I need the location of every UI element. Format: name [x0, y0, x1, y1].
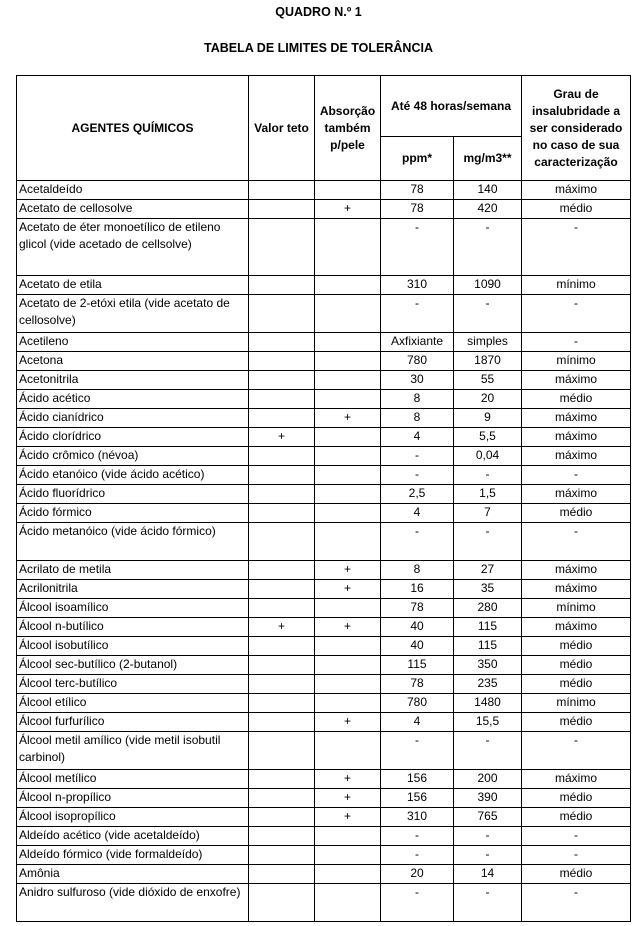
table-row [17, 732, 631, 770]
cell-valor-teto [249, 713, 315, 732]
table-row [17, 618, 631, 637]
cell-valor-teto [249, 656, 315, 675]
cell-agent: Acetonitrila [17, 371, 249, 390]
header-ppm: ppm* [381, 137, 454, 181]
cell-grau: médio [522, 808, 631, 827]
cell-valor-teto [249, 200, 315, 219]
cell-agent: Álcool n-butílico [17, 618, 249, 637]
cell-absorcao [315, 447, 381, 466]
cell-absorcao: + [315, 580, 381, 599]
cell-valor-teto [249, 789, 315, 808]
cell-ppm: 2,5 [381, 485, 454, 504]
table-row [17, 865, 631, 884]
cell-agent: Álcool n-propílico [17, 789, 249, 808]
cell-grau: médio [522, 504, 631, 523]
cell-absorcao [315, 181, 381, 200]
cell-absorcao: + [315, 409, 381, 428]
cell-ppm: - [381, 827, 454, 846]
cell-agent: Álcool sec-butílico (2-butanol) [17, 656, 249, 675]
cell-ppm: 310 [381, 808, 454, 827]
cell-agent: Ácido metanóico (vide ácido fórmico) [17, 523, 249, 561]
cell-valor-teto [249, 352, 315, 371]
cell-ppm: Axfixiante [381, 333, 454, 352]
cell-mgm3: 55 [454, 371, 522, 390]
table-body [17, 181, 631, 922]
cell-valor-teto [249, 276, 315, 295]
cell-ppm: 310 [381, 276, 454, 295]
cell-grau: médio [522, 713, 631, 732]
table-row [17, 656, 631, 675]
cell-ppm: 8 [381, 390, 454, 409]
cell-mgm3: 115 [454, 618, 522, 637]
cell-mgm3: 1480 [454, 694, 522, 713]
cell-ppm: 156 [381, 789, 454, 808]
cell-absorcao [315, 219, 381, 276]
cell-absorcao: + [315, 561, 381, 580]
header-ate-48: Até 48 horas/semana [381, 76, 522, 137]
cell-mgm3: 140 [454, 181, 522, 200]
cell-agent: Álcool furfurílico [17, 713, 249, 732]
cell-valor-teto [249, 770, 315, 789]
table-row [17, 276, 631, 295]
cell-ppm: 78 [381, 181, 454, 200]
cell-mgm3: simples [454, 333, 522, 352]
cell-grau: - [522, 333, 631, 352]
cell-ppm: - [381, 295, 454, 333]
cell-grau: - [522, 732, 631, 770]
table-row [17, 789, 631, 808]
cell-absorcao [315, 694, 381, 713]
cell-valor-teto [249, 371, 315, 390]
cell-absorcao [315, 675, 381, 694]
header-absorcao: Absorção também p/pele [315, 76, 381, 181]
header-grau: Grau de insalubridade a ser considerado no caso de sua caracterização [522, 76, 631, 181]
table-row [17, 504, 631, 523]
cell-grau: máximo [522, 618, 631, 637]
cell-grau: médio [522, 865, 631, 884]
cell-agent: Álcool terc-butílico [17, 675, 249, 694]
table-row [17, 333, 631, 352]
cell-agent: Acrilonitrila [17, 580, 249, 599]
table-row [17, 713, 631, 732]
cell-grau: máximo [522, 770, 631, 789]
cell-mgm3: 1090 [454, 276, 522, 295]
cell-absorcao [315, 884, 381, 922]
cell-valor-teto [249, 333, 315, 352]
table-row [17, 770, 631, 789]
cell-agent: Ácido fórmico [17, 504, 249, 523]
cell-grau: - [522, 884, 631, 922]
cell-mgm3: 350 [454, 656, 522, 675]
cell-ppm: 115 [381, 656, 454, 675]
cell-absorcao: + [315, 200, 381, 219]
cell-ppm: 780 [381, 352, 454, 371]
table-row [17, 219, 631, 276]
cell-agent: Ácido cianídrico [17, 409, 249, 428]
cell-agent: Aldeído acético (vide acetaldeído) [17, 827, 249, 846]
cell-mgm3: 280 [454, 599, 522, 618]
cell-agent: Acetato de etila [17, 276, 249, 295]
cell-ppm: - [381, 523, 454, 561]
cell-ppm: 780 [381, 694, 454, 713]
cell-ppm: 4 [381, 713, 454, 732]
cell-grau: mínimo [522, 599, 631, 618]
table-row [17, 295, 631, 333]
cell-ppm: - [381, 219, 454, 276]
cell-ppm: 78 [381, 200, 454, 219]
cell-ppm: 4 [381, 428, 454, 447]
table-row [17, 200, 631, 219]
cell-mgm3: 20 [454, 390, 522, 409]
cell-absorcao [315, 599, 381, 618]
cell-mgm3: - [454, 827, 522, 846]
cell-agent: Ácido acético [17, 390, 249, 409]
cell-agent: Anidro sulfuroso (vide dióxido de enxofre) [17, 884, 249, 922]
cell-absorcao [315, 523, 381, 561]
cell-mgm3: 27 [454, 561, 522, 580]
cell-agent: Álcool isopropílico [17, 808, 249, 827]
cell-valor-teto [249, 295, 315, 333]
table-row [17, 390, 631, 409]
cell-absorcao [315, 390, 381, 409]
cell-agent: Álcool isoamílico [17, 599, 249, 618]
cell-absorcao [315, 865, 381, 884]
cell-ppm: 156 [381, 770, 454, 789]
cell-grau: - [522, 523, 631, 561]
cell-mgm3: 0,04 [454, 447, 522, 466]
table-row [17, 561, 631, 580]
cell-valor-teto [249, 808, 315, 827]
cell-agent: Ácido clorídrico [17, 428, 249, 447]
header-valor-teto: Valor teto [249, 76, 315, 181]
cell-valor-teto [249, 390, 315, 409]
table-row [17, 485, 631, 504]
cell-absorcao [315, 637, 381, 656]
cell-mgm3: - [454, 523, 522, 561]
cell-ppm: 78 [381, 599, 454, 618]
cell-absorcao [315, 732, 381, 770]
cell-absorcao [315, 656, 381, 675]
cell-mgm3: - [454, 732, 522, 770]
table-row [17, 447, 631, 466]
cell-valor-teto [249, 884, 315, 922]
cell-mgm3: - [454, 295, 522, 333]
cell-agent: Álcool metílico [17, 770, 249, 789]
table-row [17, 466, 631, 485]
cell-valor-teto [249, 675, 315, 694]
cell-mgm3: 5,5 [454, 428, 522, 447]
cell-agent: Acetileno [17, 333, 249, 352]
cell-agent: Acrilato de metila [17, 561, 249, 580]
cell-grau: - [522, 219, 631, 276]
cell-grau: máximo [522, 447, 631, 466]
table-row [17, 409, 631, 428]
cell-valor-teto [249, 466, 315, 485]
cell-agent: Acetaldeído [17, 181, 249, 200]
cell-grau: médio [522, 656, 631, 675]
cell-grau: mínimo [522, 694, 631, 713]
cell-agent: Álcool metil amílico (vide metil isobutil carbinol) [17, 732, 249, 770]
page-title: QUADRO N.º 1 [275, 5, 362, 19]
cell-grau: máximo [522, 561, 631, 580]
cell-absorcao [315, 428, 381, 447]
cell-mgm3: - [454, 884, 522, 922]
cell-mgm3: 7 [454, 504, 522, 523]
cell-valor-teto [249, 523, 315, 561]
cell-grau: médio [522, 789, 631, 808]
header-mgm3: mg/m3** [454, 137, 522, 181]
cell-agent: Álcool isobutílico [17, 637, 249, 656]
cell-absorcao [315, 485, 381, 504]
cell-mgm3: 15,5 [454, 713, 522, 732]
cell-mgm3: 420 [454, 200, 522, 219]
table-row [17, 808, 631, 827]
cell-ppm: - [381, 884, 454, 922]
table-row [17, 694, 631, 713]
cell-ppm: - [381, 447, 454, 466]
cell-grau: médio [522, 200, 631, 219]
cell-ppm: 8 [381, 561, 454, 580]
cell-valor-teto [249, 865, 315, 884]
cell-mgm3: 390 [454, 789, 522, 808]
cell-mgm3: 235 [454, 675, 522, 694]
cell-ppm: 4 [381, 504, 454, 523]
table-row [17, 580, 631, 599]
cell-mgm3: 14 [454, 865, 522, 884]
cell-absorcao: + [315, 713, 381, 732]
cell-grau: médio [522, 390, 631, 409]
cell-mgm3: - [454, 466, 522, 485]
cell-grau: mínimo [522, 352, 631, 371]
cell-ppm: 16 [381, 580, 454, 599]
cell-valor-teto [249, 561, 315, 580]
cell-valor-teto [249, 181, 315, 200]
cell-valor-teto [249, 409, 315, 428]
cell-ppm: 78 [381, 675, 454, 694]
cell-ppm: 40 [381, 637, 454, 656]
cell-valor-teto [249, 846, 315, 865]
cell-ppm: 40 [381, 618, 454, 637]
cell-grau: máximo [522, 485, 631, 504]
cell-agent: Ácido crômico (névoa) [17, 447, 249, 466]
cell-absorcao: + [315, 618, 381, 637]
cell-agent: Acetona [17, 352, 249, 371]
cell-absorcao [315, 846, 381, 865]
cell-absorcao [315, 352, 381, 371]
cell-absorcao [315, 371, 381, 390]
cell-valor-teto [249, 485, 315, 504]
table-row [17, 352, 631, 371]
cell-valor-teto [249, 219, 315, 276]
cell-ppm: 30 [381, 371, 454, 390]
cell-ppm: - [381, 732, 454, 770]
cell-agent: Ácido fluorídrico [17, 485, 249, 504]
cell-absorcao [315, 504, 381, 523]
cell-valor-teto [249, 637, 315, 656]
cell-absorcao [315, 827, 381, 846]
cell-mgm3: - [454, 219, 522, 276]
cell-grau: máximo [522, 409, 631, 428]
cell-valor-teto [249, 599, 315, 618]
table-row [17, 428, 631, 447]
cell-grau: - [522, 827, 631, 846]
cell-grau: máximo [522, 580, 631, 599]
cell-agent: Álcool etílico [17, 694, 249, 713]
cell-absorcao [315, 333, 381, 352]
cell-absorcao [315, 295, 381, 333]
cell-mgm3: 200 [454, 770, 522, 789]
cell-grau: - [522, 846, 631, 865]
table-row [17, 884, 631, 922]
cell-valor-teto [249, 732, 315, 770]
cell-ppm: 20 [381, 865, 454, 884]
table-row [17, 846, 631, 865]
table-row [17, 637, 631, 656]
cell-absorcao: + [315, 789, 381, 808]
cell-valor-teto [249, 580, 315, 599]
table-row [17, 523, 631, 561]
cell-absorcao [315, 466, 381, 485]
table-row [17, 827, 631, 846]
cell-grau: médio [522, 675, 631, 694]
header-agents: AGENTES QUÍMICOS [17, 76, 249, 181]
cell-valor-teto [249, 694, 315, 713]
cell-valor-teto: + [249, 618, 315, 637]
cell-agent: Acetato de éter monoetílico de etileno glicol (vide acetado de cellsolve) [17, 219, 249, 276]
table-row [17, 371, 631, 390]
cell-grau: mínimo [522, 276, 631, 295]
cell-grau: - [522, 466, 631, 485]
cell-grau: máximo [522, 428, 631, 447]
table-row [17, 675, 631, 694]
cell-valor-teto [249, 504, 315, 523]
cell-ppm: 8 [381, 409, 454, 428]
cell-agent: Acetato de cellosolve [17, 200, 249, 219]
tolerance-limits-table [16, 75, 631, 922]
cell-ppm: - [381, 846, 454, 865]
cell-valor-teto: + [249, 428, 315, 447]
cell-absorcao: + [315, 770, 381, 789]
cell-grau: médio [522, 637, 631, 656]
cell-mgm3: 765 [454, 808, 522, 827]
table-row [17, 599, 631, 618]
cell-ppm: - [381, 466, 454, 485]
cell-grau: máximo [522, 181, 631, 200]
cell-valor-teto [249, 447, 315, 466]
cell-agent: Acetato de 2-etóxi etila (vide acetato de cellosolve) [17, 295, 249, 333]
cell-mgm3: 35 [454, 580, 522, 599]
cell-agent: Ácido etanóico (vide ácido acético) [17, 466, 249, 485]
cell-absorcao [315, 276, 381, 295]
table-title: TABELA DE LIMITES DE TOLERÂNCIA [204, 41, 433, 55]
cell-mgm3: 1,5 [454, 485, 522, 504]
cell-agent: Amônia [17, 865, 249, 884]
table-row [17, 181, 631, 200]
cell-agent: Aldeído fórmico (vide formaldeído) [17, 846, 249, 865]
cell-grau: máximo [522, 371, 631, 390]
cell-absorcao: + [315, 808, 381, 827]
cell-mgm3: - [454, 846, 522, 865]
cell-grau: - [522, 295, 631, 333]
cell-mgm3: 1870 [454, 352, 522, 371]
cell-mgm3: 9 [454, 409, 522, 428]
cell-mgm3: 115 [454, 637, 522, 656]
cell-valor-teto [249, 827, 315, 846]
